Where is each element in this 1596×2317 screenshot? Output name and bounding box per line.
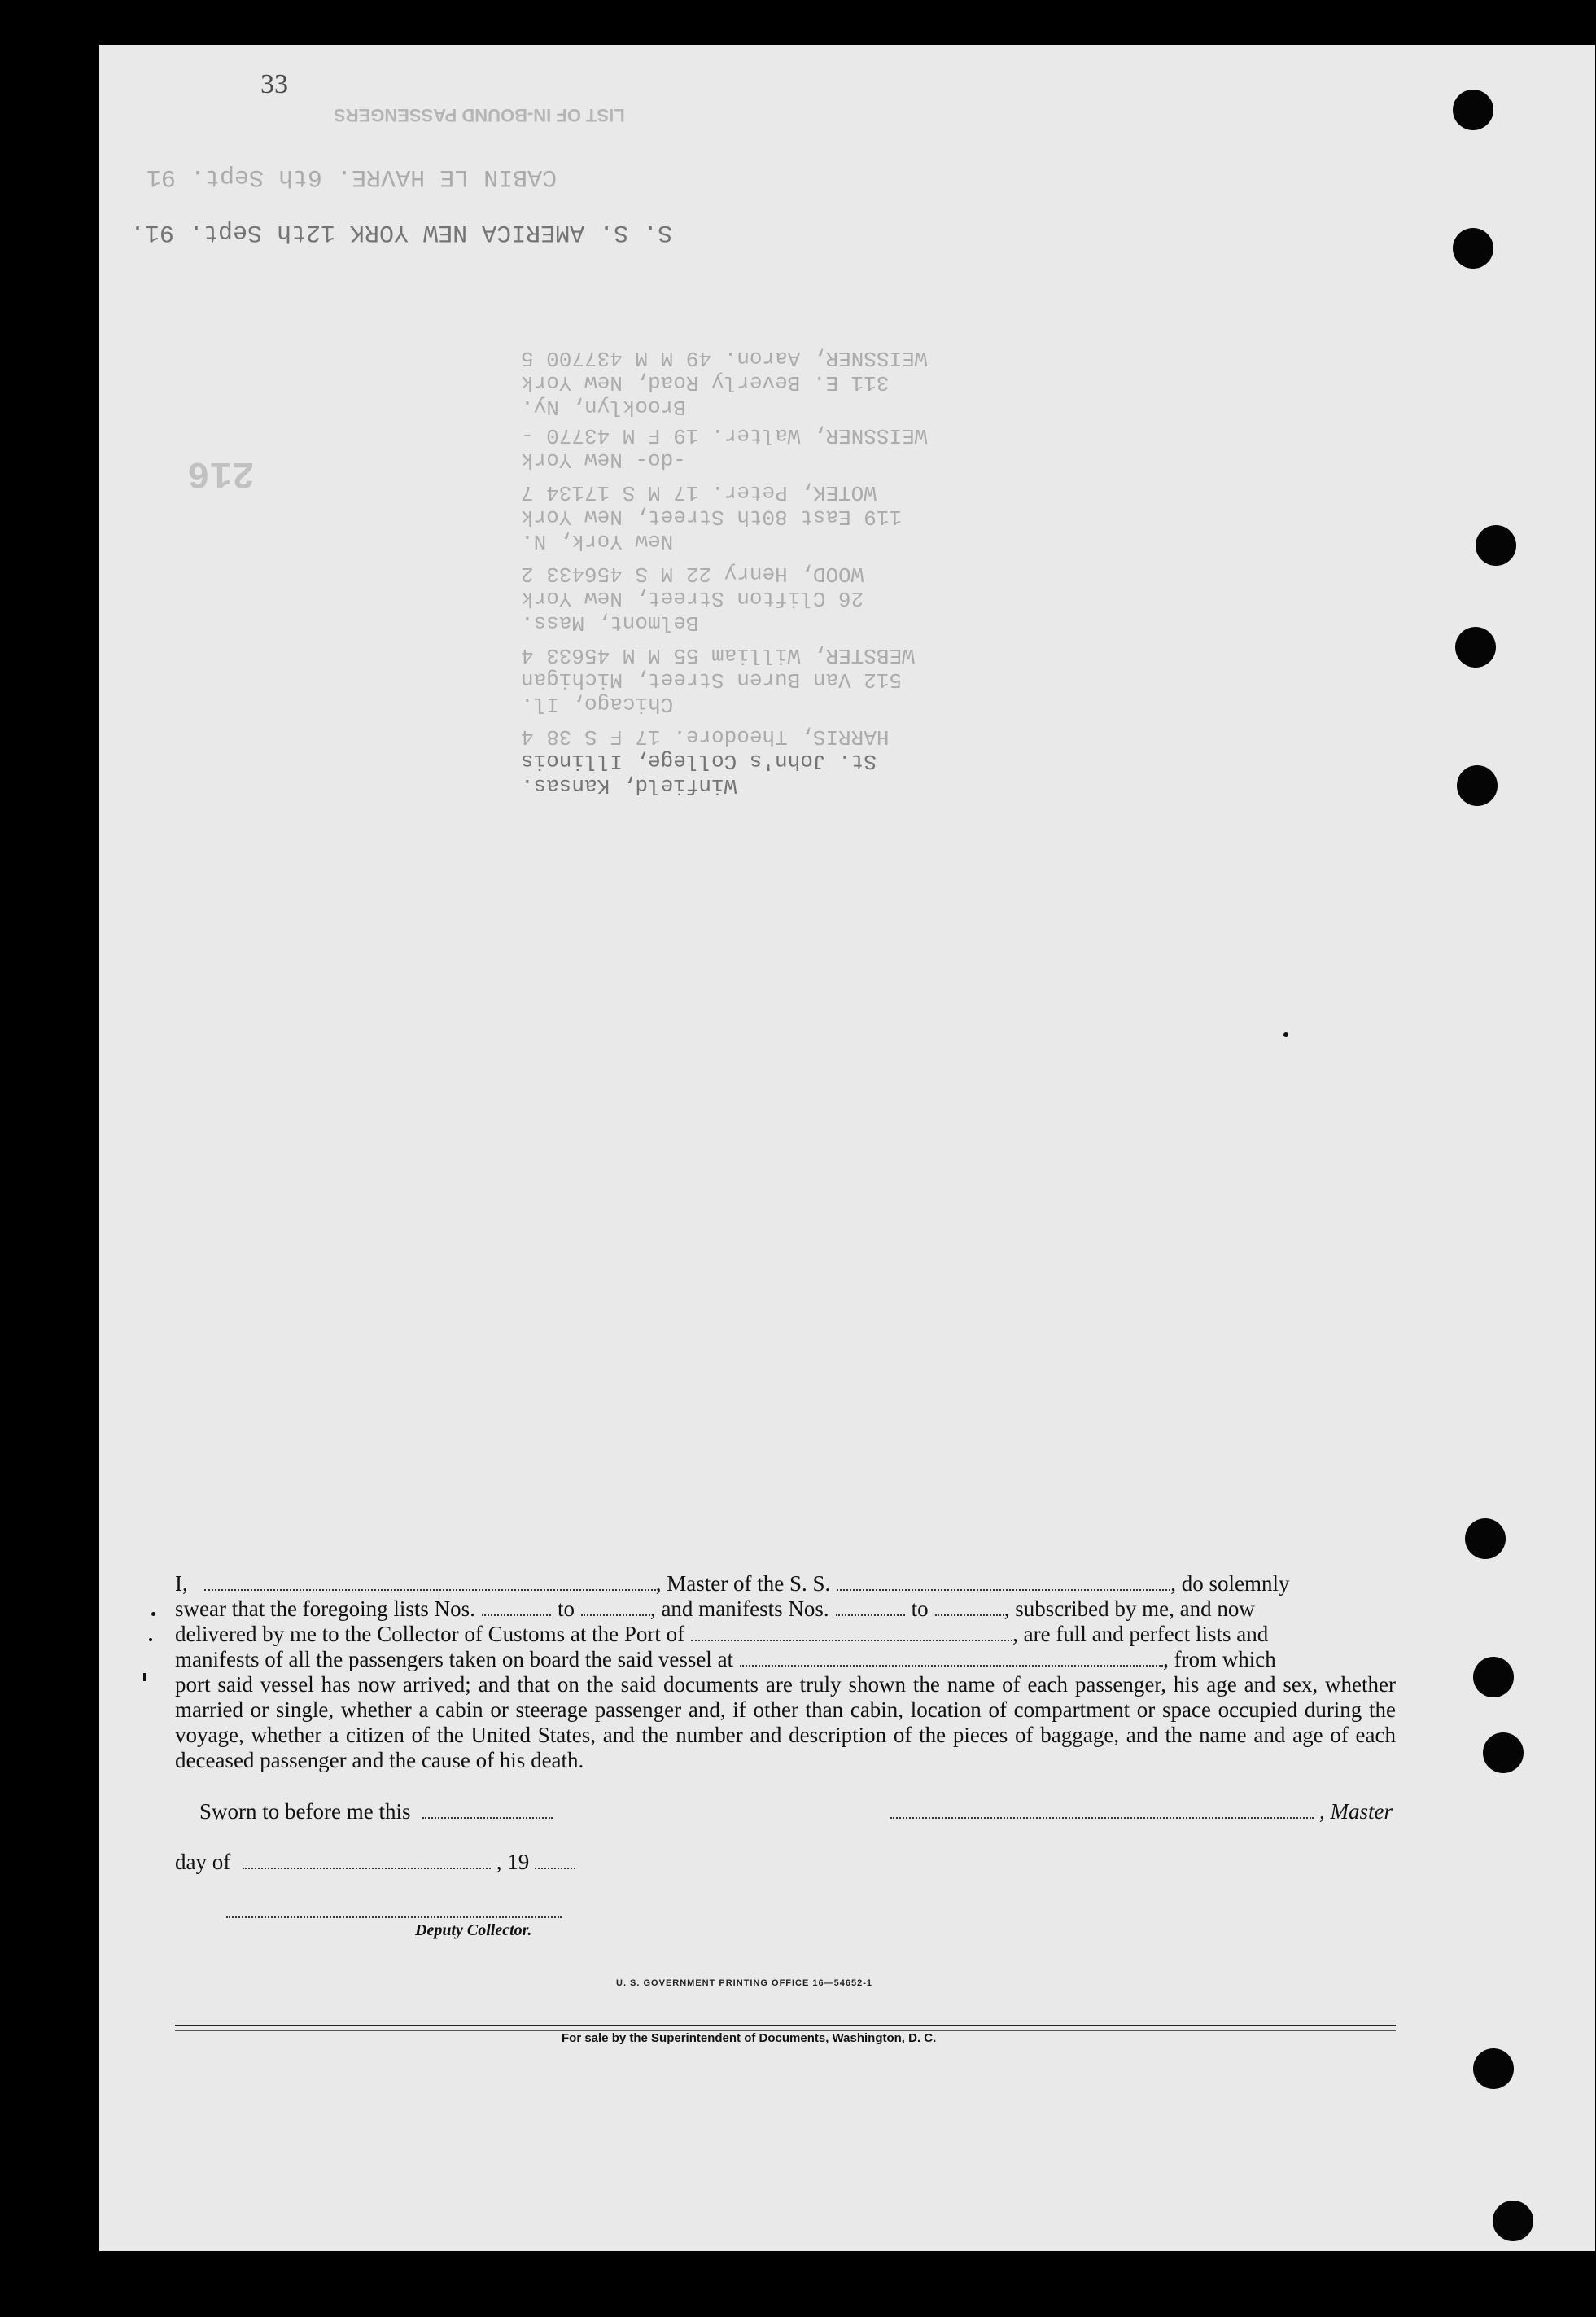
bleed-row: New York, N. <box>521 529 674 554</box>
master-signature-blank <box>890 1801 1314 1819</box>
bleed-number: 216 <box>187 452 255 494</box>
oath-line3b: , are full and perfect lists and <box>1012 1622 1269 1646</box>
margin-mark <box>1283 1032 1288 1037</box>
list-to-blank <box>581 1598 650 1616</box>
margin-mark <box>143 1673 146 1681</box>
oath-line4a: manifests of all the passengers taken on board the said vessel at <box>175 1647 734 1671</box>
oath-body: port said vessel has now arrived; and that on the said documents are truly shown the name of each passenger, his age and sex, whether married or single, whether a cabin or steerage passenger and, if other than cabin, location of compartment or space occupied during the voyage, whether a citizen of the United States, and the number and description of the pieces of baggage, and the name and age of each deceased passenger and the cause of his death. <box>175 1672 1396 1772</box>
oath-line4b: , from which <box>1163 1647 1276 1671</box>
bleed-row: St. John's College, Illinois <box>521 749 877 773</box>
oath-line2c: , and manifests Nos. <box>649 1596 829 1621</box>
punch-hole <box>1455 627 1496 668</box>
oath-line2d: to <box>911 1596 929 1621</box>
bleed-row: WEISSNER, Aaron. 49 M M 437700 5 <box>521 346 928 370</box>
corner-number: 33 <box>260 69 288 99</box>
punch-hole <box>1473 1657 1514 1697</box>
punch-hole <box>1473 2048 1514 2089</box>
bleed-line-cabin: CABIN LE HAVRE. 6th Sept. 91 <box>146 163 558 191</box>
bleed-row: 26 Clifton Street, New York <box>521 586 864 611</box>
oath-line2e: , subscribed by me, and now <box>1004 1596 1255 1621</box>
port-blank <box>691 1623 1012 1641</box>
bleed-row: -do- New York <box>521 448 686 472</box>
bleed-row: Winfield, Kansas. <box>521 773 737 798</box>
master-signature-line <box>890 1799 1393 1824</box>
master-label: , Master <box>1319 1799 1393 1824</box>
footer-rule <box>175 2025 1396 2026</box>
list-from-blank <box>482 1598 551 1616</box>
oath-line2a: swear that the foregoing lists Nos. <box>175 1596 475 1621</box>
year-label: , 19 <box>496 1850 530 1874</box>
deputy-signature-line <box>226 1916 562 1918</box>
day-of-blank <box>243 1851 491 1869</box>
punch-hole <box>1483 1732 1524 1773</box>
sworn-label: Sworn to before me this <box>199 1799 411 1824</box>
bleed-row: WOTEK, Peter. 17 M S 17134 7 <box>521 480 877 505</box>
bleed-row: Belmont, Mass. <box>521 611 699 635</box>
bleed-row: 512 Van Buren Street, Michigan <box>521 668 903 692</box>
day-of-line <box>175 1850 575 1875</box>
oath-line3a: delivered by me to the Collector of Customs at the Port of <box>175 1622 685 1646</box>
bleed-row: WEISSNER, Walter. 19 F M 43770 - <box>521 423 928 448</box>
master-name-blank <box>204 1573 656 1591</box>
punch-hole <box>1476 525 1516 566</box>
year-blank <box>535 1851 575 1869</box>
oath-text <box>175 1571 1396 1773</box>
ship-name-blank <box>837 1573 1170 1591</box>
manifest-to-blank <box>935 1598 1004 1616</box>
day-of-label: day of <box>175 1850 231 1874</box>
margin-mark <box>151 1612 155 1616</box>
punch-hole <box>1493 2201 1533 2241</box>
punch-hole <box>1453 228 1493 269</box>
oath-line2b: to <box>557 1596 575 1621</box>
oath-line1b: , do solemnly <box>1170 1571 1290 1596</box>
oath-i: I, <box>175 1571 188 1596</box>
punch-hole <box>1453 90 1493 130</box>
deputy-collector-label: Deputy Collector. <box>415 1921 532 1939</box>
bleed-row: WEBSTER, William 55 M M 45633 4 <box>521 643 915 668</box>
bleed-row: Brooklyn, Ny. <box>521 395 686 419</box>
punch-hole <box>1457 765 1498 806</box>
bleed-header: LIST OF IN-BOUND PASSENGERS <box>334 105 625 125</box>
sworn-date-blank <box>422 1801 553 1819</box>
manifest-from-blank <box>836 1598 905 1616</box>
bleed-row: 119 East 80th Street, New York <box>521 505 903 529</box>
bleed-row: 311 E. Beverly Road, New York <box>521 370 890 395</box>
bleed-row: WOOD, Henry 22 M S 456433 2 <box>521 562 864 586</box>
bleed-row: HARRIS, Theodore. 17 F S 38 4 <box>521 725 890 749</box>
margin-mark <box>149 1638 152 1641</box>
bleed-line-ship: S. S. AMERICA NEW YORK 12th Sept. 91. <box>130 218 673 246</box>
printing-office-imprint: U. S. GOVERNMENT PRINTING OFFICE 16—54652-1 <box>616 1978 873 1988</box>
punch-hole <box>1465 1518 1506 1559</box>
oath-line1: , Master of the S. S. <box>655 1571 831 1596</box>
bleed-row: Chicago, Il. <box>521 692 674 716</box>
sworn-line <box>199 1799 553 1824</box>
for-sale-notice: For sale by the Superintendent of Documents, Washington, D. C. <box>562 2031 937 2045</box>
departure-port-blank <box>740 1649 1163 1667</box>
